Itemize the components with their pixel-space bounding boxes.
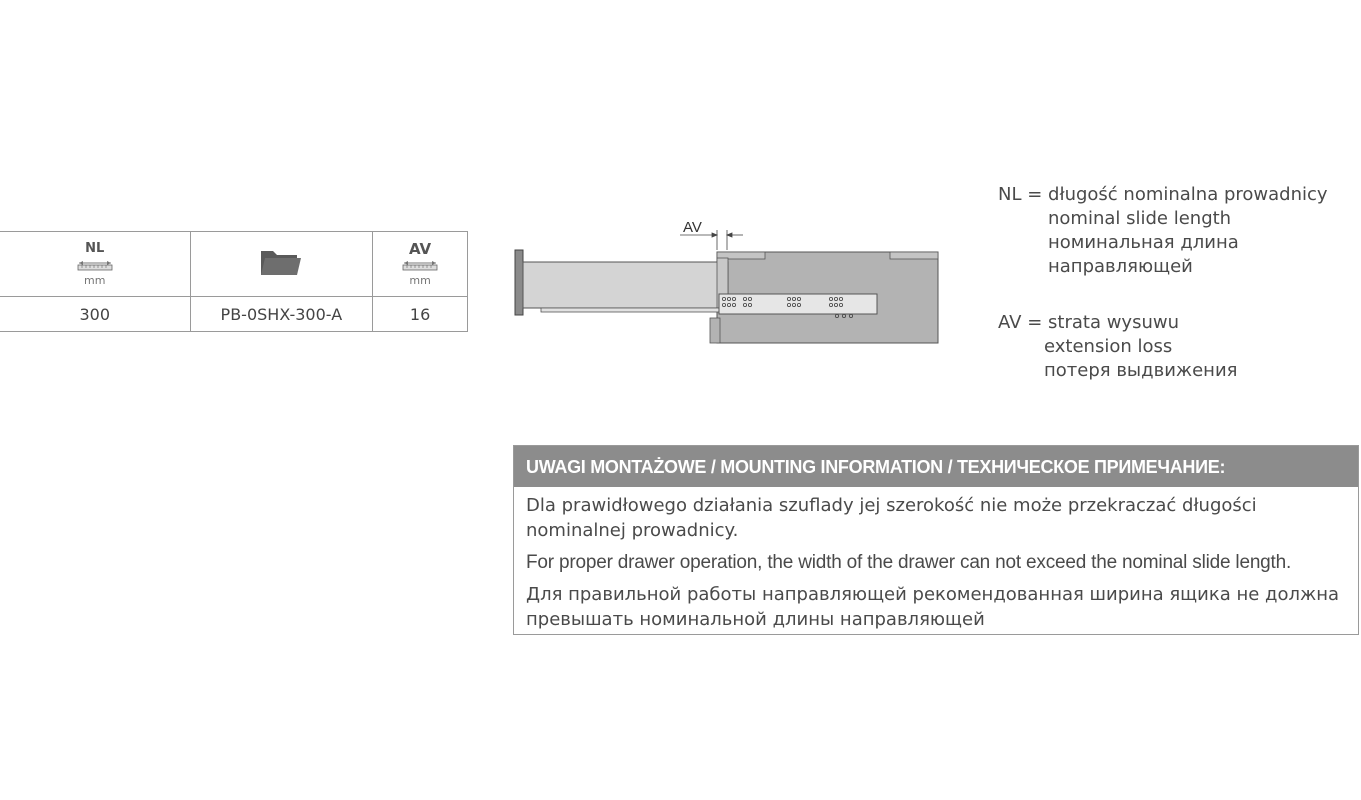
nl-header-icon: NL mm [77, 242, 113, 287]
legend-nl-ru2: направляющей [1048, 256, 1193, 277]
spec-table [0, 231, 468, 332]
legend-av-pl: strata wysuwu [1048, 312, 1179, 333]
cell-nl: 300 [0, 297, 190, 332]
header-folder [190, 232, 373, 297]
header-av [373, 232, 468, 297]
drawer-front [515, 250, 523, 315]
table-row [0, 297, 468, 332]
legend [998, 183, 1328, 415]
legend-nl-en: nominal slide length [1048, 208, 1232, 229]
legend-av-ru: потеря выдвижения [1044, 360, 1238, 381]
drawer-side [523, 262, 728, 308]
table-header-row [0, 232, 468, 297]
legend-av-key: AV = [998, 312, 1043, 333]
ruler-icon [402, 261, 438, 271]
legend-av-en: extension loss [1044, 336, 1173, 357]
legend-nl-pl: długość nominalna prowadnicy [1048, 184, 1328, 205]
legend-nl [998, 183, 1328, 279]
legend-nl-ru1: номинальная длина [1048, 232, 1239, 253]
slide-inner-rail [541, 308, 727, 312]
legend-nl-key: NL = [998, 184, 1043, 205]
av-header-icon: AV mm [402, 242, 438, 287]
notes-body [514, 487, 1358, 632]
cell-code: PB-0SHX-300-A [190, 297, 373, 332]
av-dimension-label: AV [683, 219, 702, 236]
cabinet-front-step [710, 318, 720, 343]
notes-ru: Для правильной работы направляющей рекомендованная ширина ящика не должна превышать номинальной длины направляющей [526, 584, 1339, 630]
cell-av: 16 [373, 297, 468, 332]
slide-diagram [505, 210, 945, 350]
notes-title: UWAGI MONTAŻOWE / MOUNTING INFORMATION / ТЕХНИЧЕСКОЕ ПРИМЕЧАНИЕ: [514, 446, 1358, 487]
notes-pl: Dla prawidłowego działania szuflady jej szerokość nie może przekraczać długości nominalnej prowadnicy. [526, 495, 1257, 541]
legend-av [998, 311, 1328, 383]
notes-en: For proper drawer operation, the width of the drawer can not exceed the nominal slide length. [526, 552, 1292, 573]
mounting-notes [513, 445, 1359, 635]
cabinet-top-right-lip [890, 252, 938, 259]
ruler-icon [77, 261, 113, 271]
folder-icon [259, 245, 303, 279]
header-nl [0, 232, 190, 297]
